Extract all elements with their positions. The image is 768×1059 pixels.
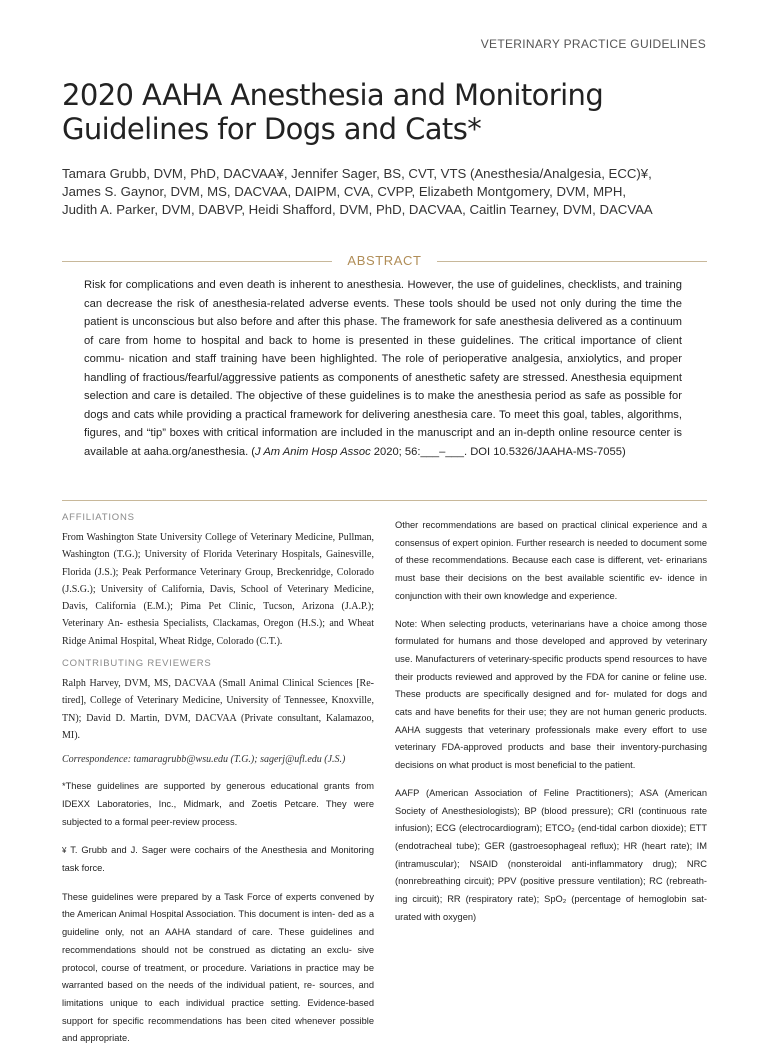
abstract-text (84, 276, 682, 461)
recommendations-paragraph: Other recommendations are based on practical clinical experience and a consensus of expert opinion. Further research is needed to document some of these recommendations. Because each case is different, vet- erinarians must base their decisions on the best available scientific ev- idence in conjunction with their own knowledge and experience. (395, 520, 707, 601)
product-note-paragraph: Note: When selecting products, veterinarians have a choice among those formulated for humans and those developed and approved by veterinary use. Manufacturers of veterinary-specific products spend resources to have their products reviewed and approved by the FDA for canine or feline use. These products are specifically designed and for- mulated for dogs and cats and have benefits for their use; they are not human generic products. AAHA suggests that veterinary professionals make every effort to use veterinary FDA-approved products and base their inventory-purchasing decisions on what product is most beneficial to the patient. (395, 618, 707, 771)
abstract-label: ABSTRACT (347, 253, 422, 268)
abstract-rule-right (437, 261, 707, 262)
author-list: Tamara Grubb, DVM, PhD, DACVAA¥, Jennifer Sager, BS, CVT, VTS (Anesthesia/Analgesia, ECC)¥, James S. Gaynor, DVM, MS, DACVAA, DAIPM, CVA, CVPP, Elizabeth Montgomery, DVM, MPH, Judith A. Parker, DVM, DABVP, Heidi Shafford, DVM, PhD, DACVAA, Caitlin Tearney, DVM, DACVAA (62, 166, 653, 217)
article-title: 2020 AAHA Anesthesia and Monitoring Guidelines for Dogs and Cats* (62, 78, 604, 146)
disclaimer-text: These guidelines were prepared by a Task Force of experts convened by the American Animal Hospital Association. This document is inten- ded as a guideline only, not an AAHA standard of care. These guidelines and recommendations should not be construed as dictating an exclu- sive protocol, course of treatment, or procedure. Variations in practice may be warranted based on the needs of the individual patient, re- sources, and limitations unique to each individual practice setting. Evidence-based support for specific recommendations has been cited whenever possible and appropriate. (62, 891, 374, 1044)
abstract-body: Risk for complications and even death is inherent to anesthesia. However, the use of guidelines, checklists, and training can decrease the risk of anesthesia-related adverse events. These tools should be used not only during the time the patient is unconscious but also before and after this phase. The framework for safe anesthesia delivered as a continuum of care from home to hospital and back to home is presented in these guidelines. The critical importance of client commu- nication and staff training have been highlighted. The role of perioperative analgesia, anxiolytics, and proper handling of fractious/fearful/aggressive patients as components of anesthetic safety are stressed. Anesthesia equipment selection and care is detailed. The objective of these guidelines is to make the anesthesia period as safe as possible for dogs and cats while providing a practical framework for delivering anesthesia care. To meet this goal, tables, algorithms, figures, and “tip” boxes with critical information are included in the manuscript and an in-depth online resource center is available at aaha.org/anesthesia. ( (84, 279, 682, 458)
reviewers-label: CONTRIBUTING REVIEWERS (62, 658, 212, 670)
affiliations-label: AFFILIATIONS (62, 512, 135, 523)
abbreviations-paragraph: AAFP (American Association of Feline Practitioners); ASA (American Society of Anesthesiologists); BP (blood pressure); CRI (continuous rate infusion); ECG (electrocardiogram); ETCO₂ (end-tidal carbon dioxide); ETT (endotracheal tube); GER (gastroesophageal reflux); HR (heart rate); IM (intramuscular); NSAID (nonsteroidal anti-inflammatory drug); NRC (nonrebreathing circuit); PPV (positive pressure ventilation); RC (rebreath- ing circuit); RR (respiratory rate); SpO₂ (percentage of hemoglobin sat- urated with oxygen) (395, 787, 707, 922)
section-divider (62, 500, 707, 501)
correspondence: Correspondence: tamaragrubb@wsu.edu (T.G.); sagerj@ufl.edu (J.S.) (62, 754, 346, 766)
right-column (395, 517, 707, 936)
footnote-cochairs (62, 842, 374, 877)
footnote-funding-text: These guidelines are supported by generous educational grants from IDEXX Laboratories, Inc., Midmark, and Zoetis Petcare. They were subjected to a formal peer-review process. (62, 781, 374, 827)
affiliations-text: From Washington State University College of Veterinary Medicine, Pullman, Washington (T.G.); University of Florida Veterinary Hospitals, Gainesville, Florida (J.S.); Peak Performance Veterinary Group, Breckenridge, Colorado (J.S.G.); University of California, Davis, School of Veterinary Medicine, Davis, California (E.M.); Pima Pet Clinic, Tucson, Arizona (J.A.P.); Veterinary An- esthesia Specialists, Clackamas, Oregon (H.S.); and Wheat Ridge Animal Hospital, Wheat Ridge, Colorado (C.T.). (62, 532, 374, 647)
reviewers-text: Ralph Harvey, DVM, MS, DACVAA (Small Animal Clinical Sciences [Re- tired], College of Veterinary Medicine, University of Tennessee, Knoxville, TN); David D. Martin, DVM, DACVAA (Private consultant, Kalamazoo, MI). (62, 678, 374, 741)
footnote-cochairs-text: T. Grubb and J. Sager were cochairs of the Anesthesia and Monitoring task force. (62, 845, 374, 874)
footnote-mark-yen: ¥ (62, 846, 67, 856)
abstract-citation-tail: 2020; 56:___–___. DOI 10.5326/JAAHA-MS-7055) (370, 445, 626, 458)
footnote-funding (62, 778, 374, 831)
abstract-citation: J Am Anim Hosp Assoc (255, 445, 371, 458)
running-head: VETERINARY PRACTICE GUIDELINES (480, 37, 706, 51)
footnote-mark-asterisk: * (62, 781, 66, 792)
left-column (62, 512, 374, 1059)
abstract-heading (62, 252, 707, 270)
